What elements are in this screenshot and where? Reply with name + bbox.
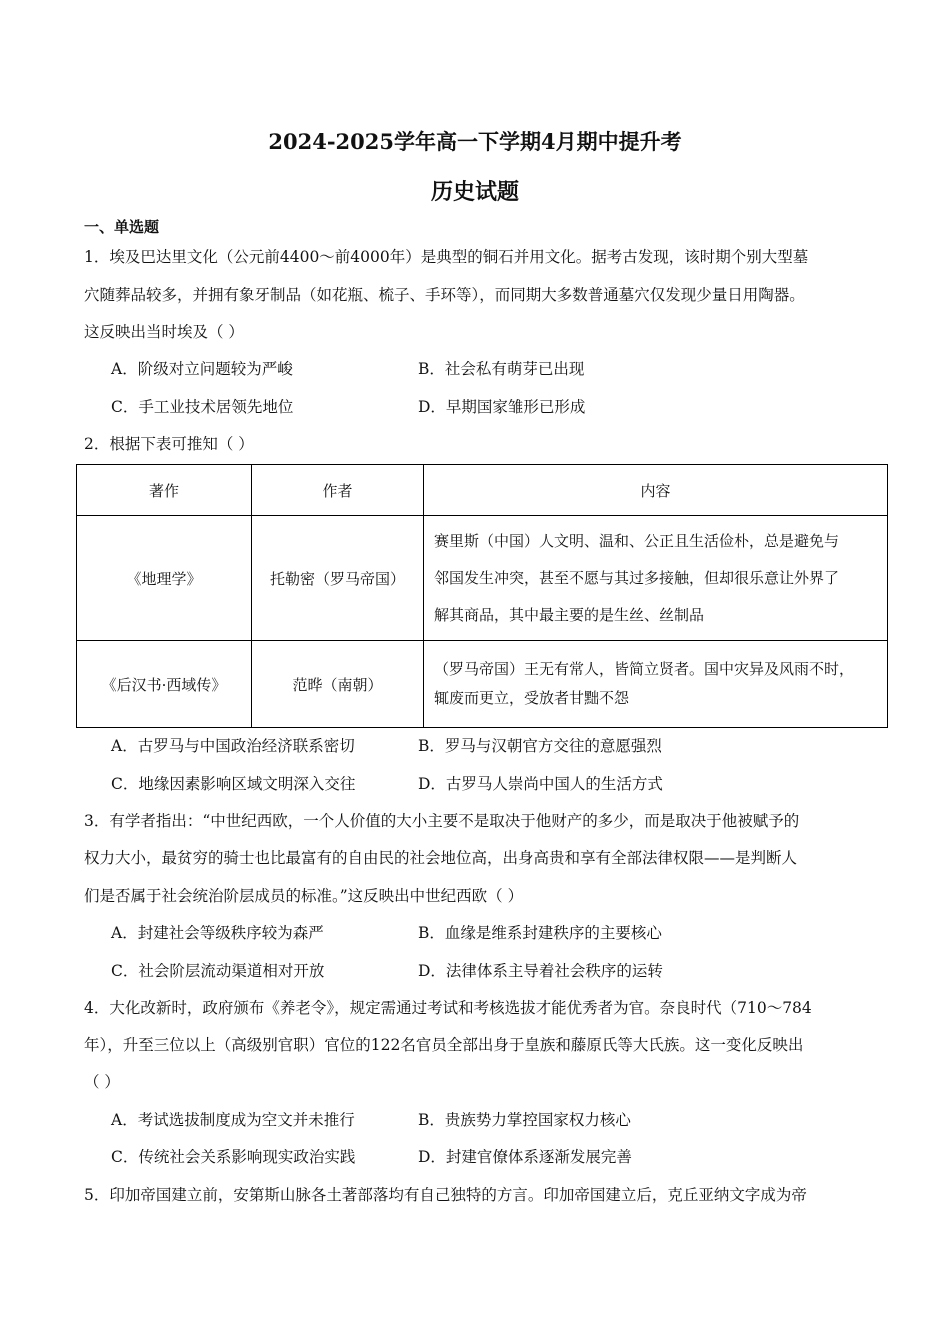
table-header-cell: 内容 [424, 465, 888, 516]
q4-stem-line: 4．大化改新时，政府颁布《养老令》，规定需通过考试和考核选拔才能优秀者为官。奈良时代（710～784 [84, 999, 812, 1017]
q4-stem-line: 年），升至三位以上（高级别官职）官位的122名官员全部出身于皇族和藤原氏等大氏族。这一变化反映出 [84, 1036, 804, 1054]
table-header-cell: 作者 [252, 465, 424, 516]
q4-option-b[interactable]: B．贵族势力掌控国家权力核心 [418, 1111, 631, 1129]
q2-option-c[interactable]: C．地缘因素影响区域文明深入交往 [111, 775, 356, 793]
table-content-line: 赛里斯（中国）人文明、温和、公正且生活俭朴，总是避免与 [434, 531, 840, 550]
q1-stem-line: 穴随葬品较多，并拥有象牙制品（如花瓶、梳子、手环等），而同期大多数普通墓穴仅发现少量日用陶器。 [84, 286, 805, 304]
table-cell-author: 范晔（南朝） [252, 641, 424, 728]
q1-option-b[interactable]: B．社会私有萌芽已出现 [418, 360, 585, 378]
table-cell-author: 托勒密（罗马帝国） [252, 516, 424, 641]
q3-option-a[interactable]: A．封建社会等级秩序较为森严 [111, 924, 324, 942]
q4-option-a[interactable]: A．考试选拔制度成为空文并未推行 [111, 1111, 355, 1129]
q1-option-a[interactable]: A．阶级对立问题较为严峻 [111, 360, 293, 378]
q2-table [76, 464, 888, 728]
q3-stem-line: 权力大小，最贫穷的骑士也比最富有的自由民的社会地位高，出身高贵和享有全部法律权限——是判断人 [84, 849, 798, 867]
table-content-line: 邻国发生冲突，甚至不愿与其过多接触，但却很乐意让外界了 [434, 568, 840, 587]
table-row [77, 641, 888, 728]
section-heading: 一、单选题 [84, 218, 160, 236]
q3-option-d[interactable]: D．法律体系主导着社会秩序的运转 [418, 962, 663, 980]
table-cell-work: 《后汉书·西域传》 [77, 641, 252, 728]
exam-title: 2024-2025学年高一下学期4月期中提升考 [268, 129, 682, 154]
table-header-row [77, 465, 888, 516]
table-cell-content [424, 641, 888, 728]
q2-option-b[interactable]: B．罗马与汉朝官方交往的意愿强烈 [418, 737, 662, 755]
q2-stem-line: 2．根据下表可推知（ ） [84, 435, 254, 453]
table-content-line: 辄废而更立，受放者甘黜不怨 [434, 689, 630, 707]
q3-option-b[interactable]: B．血缘是维系封建秩序的主要核心 [418, 924, 662, 942]
exam-subject: 历史试题 [430, 179, 519, 205]
table-content-line: 解其商品，其中最主要的是生丝、丝制品 [434, 605, 705, 624]
q3-option-c[interactable]: C．社会阶层流动渠道相对开放 [111, 962, 325, 980]
table-cell-content [424, 516, 888, 641]
q3-stem-line: 们是否属于社会统治阶层成员的标准。”这反映出中世纪西欧（ ） [84, 887, 524, 905]
q1-stem-line: 这反映出当时埃及（ ） [84, 323, 244, 341]
q1-stem-line: 1．埃及巴达里文化（公元前4400～前4000年）是典型的铜石并用文化。据考古发现，该时期个别大型墓 [84, 248, 809, 266]
q1-option-c[interactable]: C．手工业技术居领先地位 [111, 398, 294, 416]
table-header-cell: 著作 [77, 465, 252, 516]
q3-stem-line: 3．有学者指出：“中世纪西欧，一个人价值的大小主要不是取决于他财产的多少，而是取决于他被赋予的 [84, 812, 800, 830]
q4-option-c[interactable]: C．传统社会关系影响现实政治实践 [111, 1148, 356, 1166]
table-row [77, 516, 888, 641]
q2-option-a[interactable]: A．古罗马与中国政治经济联系密切 [111, 737, 355, 755]
q1-option-d[interactable]: D．早期国家雏形已形成 [418, 398, 586, 416]
table-cell-work: 《地理学》 [77, 516, 252, 641]
q5-stem-line: 5．印加帝国建立前，安第斯山脉各土著部落均有自己独特的方言。印加帝国建立后，克丘亚纳文字成为帝 [84, 1186, 807, 1204]
q4-stem-line: （ ） [84, 1073, 120, 1091]
q2-option-d[interactable]: D．古罗马人崇尚中国人的生活方式 [418, 775, 663, 793]
table-content-line: （罗马帝国）王无有常人，皆简立贤者。国中灾异及风雨不时， [434, 660, 855, 678]
q4-option-d[interactable]: D．封建官僚体系逐渐发展完善 [418, 1148, 632, 1166]
